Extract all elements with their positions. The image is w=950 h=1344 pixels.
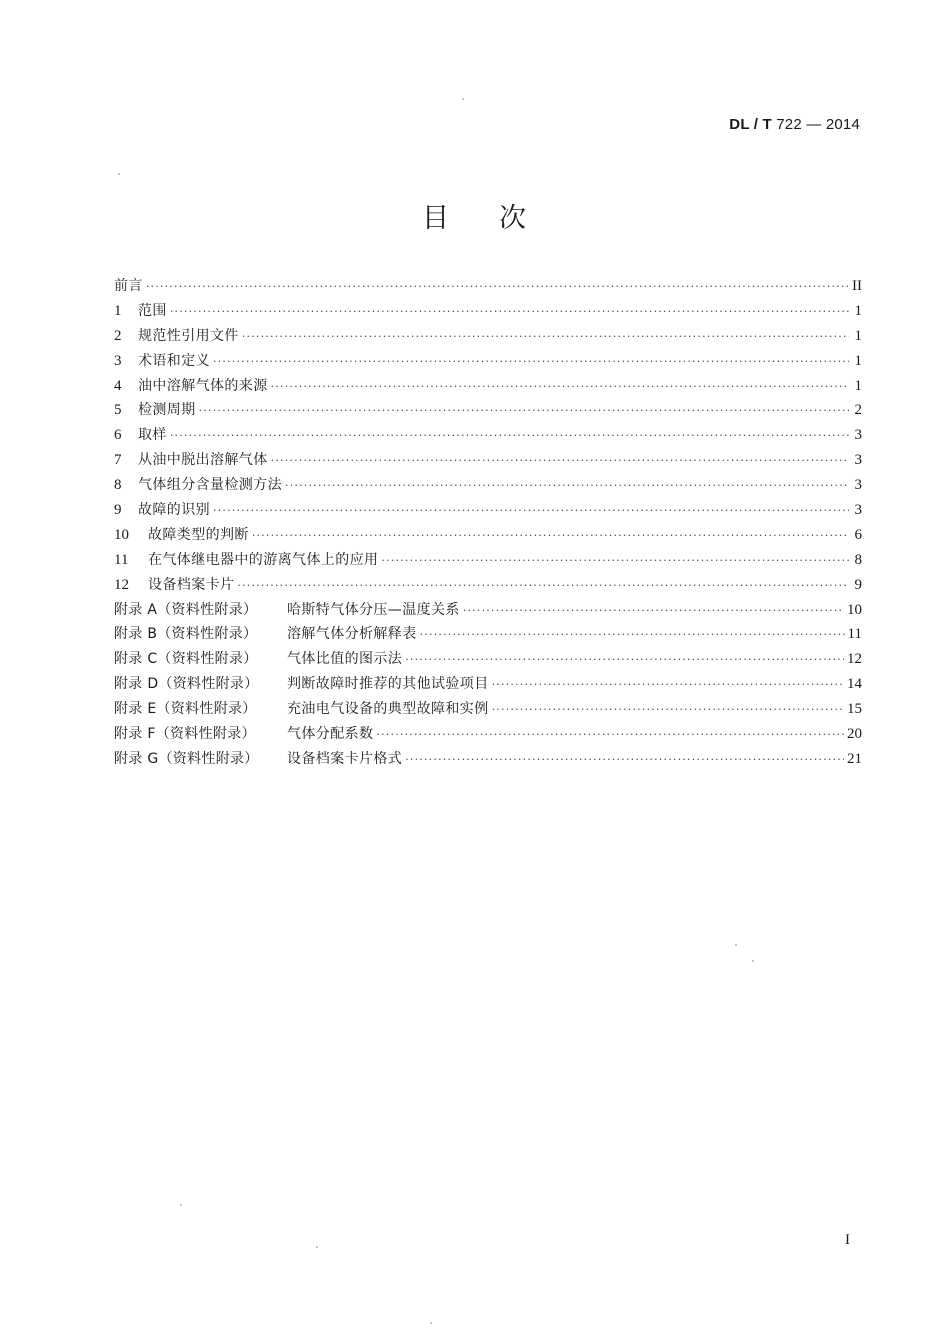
toc-entry-number: 9 bbox=[114, 502, 122, 519]
toc-dot-leader bbox=[492, 679, 844, 690]
toc-entry-label: 范围 bbox=[138, 302, 167, 319]
toc-entry-page: 3 bbox=[854, 502, 862, 519]
toc-dot-leader bbox=[242, 331, 849, 342]
page-title bbox=[0, 196, 950, 235]
toc-entry[interactable] bbox=[114, 473, 862, 498]
toc-entry-page: 1 bbox=[854, 352, 862, 369]
toc-entry[interactable] bbox=[114, 299, 862, 324]
toc-entry-label: 哈斯特气体分压—温度关系 bbox=[287, 601, 460, 618]
toc-dot-leader bbox=[405, 754, 844, 765]
toc-entry[interactable] bbox=[114, 349, 862, 374]
toc-entry-number: 12 bbox=[114, 576, 129, 593]
toc-entry-page: 10 bbox=[847, 601, 862, 618]
toc-entry-number: 5 bbox=[114, 402, 122, 419]
toc-entry[interactable] bbox=[114, 398, 862, 423]
toc-entry[interactable] bbox=[114, 722, 862, 747]
toc-entry-page: 11 bbox=[847, 626, 862, 643]
toc-dot-leader bbox=[213, 505, 849, 516]
toc-entry-number: 附录 G（资料性附录） bbox=[114, 750, 259, 767]
toc-entry-label: 规范性引用文件 bbox=[138, 327, 239, 344]
toc-entry-label: 从油中脱出溶解气体 bbox=[138, 452, 268, 469]
toc-entry-label: 油中溶解气体的来源 bbox=[138, 377, 268, 394]
toc-dot-leader bbox=[170, 306, 849, 317]
toc-entry-label: 设备档案卡片 bbox=[148, 576, 235, 593]
table-of-contents bbox=[114, 274, 862, 772]
toc-entry-page: 8 bbox=[854, 551, 862, 568]
toc-entry-number: 附录 C（资料性附录） bbox=[114, 651, 258, 668]
toc-entry-label: 术语和定义 bbox=[138, 352, 210, 369]
toc-entry-label: 充油电气设备的典型故障和实例 bbox=[287, 701, 489, 718]
toc-entry-label: 气体比值的图示法 bbox=[287, 651, 403, 668]
toc-entry-label: 在气体继电器中的游离气体上的应用 bbox=[148, 551, 379, 568]
scan-speck bbox=[735, 944, 737, 946]
toc-entry-page: 1 bbox=[854, 302, 862, 319]
toc-entry-label: 故障类型的判断 bbox=[148, 526, 249, 543]
toc-entry-page: 3 bbox=[854, 477, 862, 494]
toc-entry[interactable] bbox=[114, 573, 862, 598]
toc-entry-label: 气体分配系数 bbox=[287, 726, 374, 743]
scan-speck bbox=[752, 960, 754, 962]
toc-entry-page: 3 bbox=[854, 452, 862, 469]
scan-speck bbox=[316, 1246, 318, 1248]
toc-dot-leader bbox=[252, 530, 849, 541]
toc-entry-number: 7 bbox=[114, 452, 122, 469]
toc-dot-leader bbox=[271, 455, 849, 466]
toc-entry-page: 6 bbox=[854, 526, 862, 543]
toc-entry-label: 检测周期 bbox=[138, 402, 196, 419]
scan-speck bbox=[462, 98, 464, 100]
scan-speck bbox=[430, 1322, 432, 1324]
toc-entry-page: II bbox=[852, 278, 862, 294]
toc-entry[interactable] bbox=[114, 523, 862, 548]
toc-entry-page: 20 bbox=[847, 726, 862, 743]
toc-entry-page: 1 bbox=[854, 327, 862, 344]
toc-dot-leader bbox=[213, 356, 849, 367]
toc-entry[interactable] bbox=[114, 747, 862, 772]
toc-entry-label: 气体组分含量检测方法 bbox=[138, 477, 282, 494]
toc-entry[interactable] bbox=[114, 622, 862, 647]
toc-entry-page: 14 bbox=[847, 676, 862, 693]
toc-dot-leader bbox=[146, 281, 849, 292]
toc-dot-leader bbox=[376, 729, 844, 740]
toc-entry-page: 12 bbox=[847, 651, 862, 668]
toc-entry-label: 前言 bbox=[114, 278, 143, 294]
toc-entry-number: 3 bbox=[114, 352, 122, 369]
toc-dot-leader bbox=[405, 654, 844, 665]
toc-entry[interactable] bbox=[114, 498, 862, 523]
toc-entry-number: 附录 B（资料性附录） bbox=[114, 626, 258, 643]
scan-speck bbox=[118, 173, 120, 175]
toc-dot-leader bbox=[271, 381, 849, 392]
footer-page-number: I bbox=[845, 1232, 850, 1248]
toc-dot-leader bbox=[285, 480, 849, 491]
toc-entry-number: 4 bbox=[114, 377, 122, 394]
toc-entry-number: 附录 F（资料性附录） bbox=[114, 726, 256, 743]
toc-dot-leader bbox=[237, 580, 849, 591]
toc-entry[interactable] bbox=[114, 672, 862, 697]
toc-dot-leader bbox=[170, 430, 849, 441]
toc-entry[interactable] bbox=[114, 374, 862, 399]
toc-entry-page: 15 bbox=[847, 701, 862, 718]
toc-entry-page: 1 bbox=[854, 377, 862, 394]
toc-entry[interactable] bbox=[114, 697, 862, 722]
toc-entry-number: 附录 E（资料性附录） bbox=[114, 701, 257, 718]
toc-entry-label: 溶解气体分析解释表 bbox=[287, 626, 417, 643]
toc-entry-number: 8 bbox=[114, 477, 122, 494]
toc-entry-number: 10 bbox=[114, 526, 129, 543]
toc-entry-number: 附录 A（资料性附录） bbox=[114, 601, 258, 618]
toc-entry-label: 故障的识别 bbox=[138, 502, 210, 519]
toc-entry-page: 9 bbox=[854, 576, 862, 593]
document-code-prefix: DL / T bbox=[729, 116, 772, 133]
toc-entry[interactable] bbox=[114, 448, 862, 473]
toc-entry[interactable] bbox=[114, 548, 862, 573]
page-title-char-2: 次 bbox=[499, 203, 528, 234]
toc-entry-page: 3 bbox=[854, 427, 862, 444]
page-title-char-1: 目 bbox=[422, 203, 451, 234]
toc-dot-leader bbox=[420, 629, 845, 640]
toc-entry-number: 附录 D（资料性附录） bbox=[114, 676, 259, 693]
toc-entry-page: 2 bbox=[854, 402, 862, 419]
toc-entry-label: 取样 bbox=[138, 427, 167, 444]
document-code-number: 722 — 2014 bbox=[776, 116, 860, 133]
toc-entry[interactable] bbox=[114, 598, 862, 623]
toc-entry-label: 判断故障时推荐的其他试验项目 bbox=[287, 676, 489, 693]
scan-speck bbox=[180, 1204, 182, 1206]
toc-entry-number: 2 bbox=[114, 327, 122, 344]
toc-entry-number: 6 bbox=[114, 427, 122, 444]
toc-entry[interactable] bbox=[114, 324, 862, 349]
toc-dot-leader bbox=[463, 605, 844, 616]
toc-entry[interactable] bbox=[114, 423, 862, 448]
toc-entry[interactable] bbox=[114, 647, 862, 672]
document-code bbox=[729, 116, 860, 133]
toc-entry-number: 11 bbox=[114, 551, 129, 568]
toc-dot-leader bbox=[381, 555, 849, 566]
toc-entry-label: 设备档案卡片格式 bbox=[287, 750, 403, 767]
toc-entry-number: 1 bbox=[114, 302, 122, 319]
toc-entry[interactable] bbox=[114, 274, 862, 299]
toc-entry-page: 21 bbox=[847, 750, 862, 767]
toc-dot-leader bbox=[492, 704, 844, 715]
toc-dot-leader bbox=[199, 405, 849, 416]
